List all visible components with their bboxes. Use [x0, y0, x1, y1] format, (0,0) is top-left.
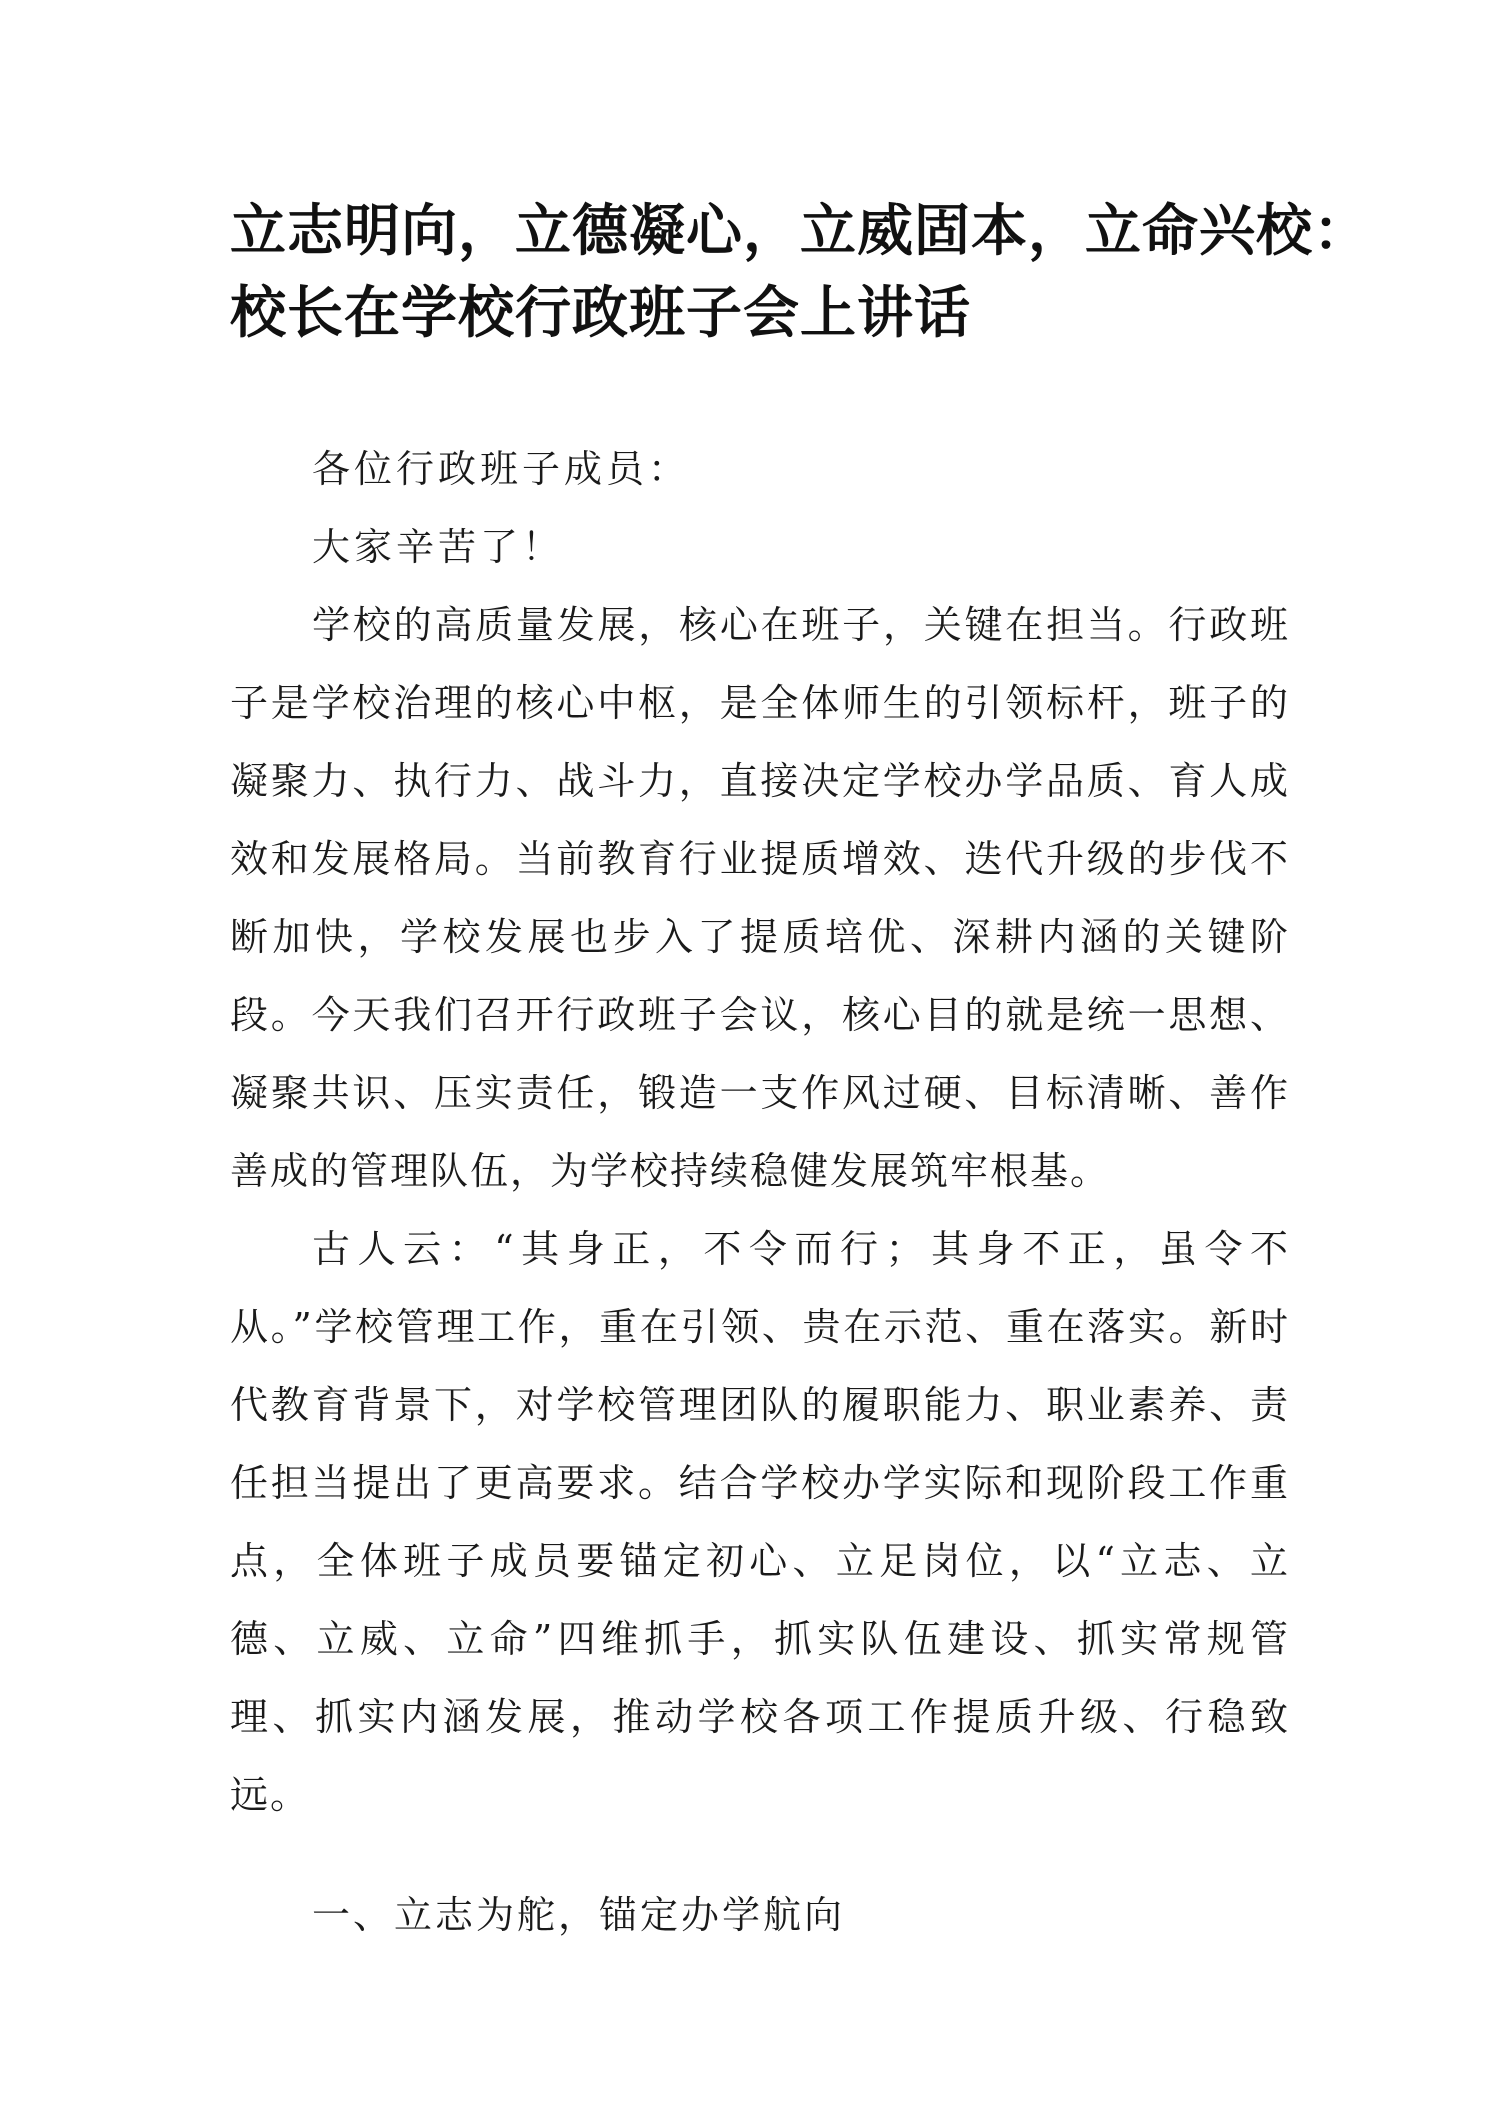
greeting: 大家辛苦了！	[312, 525, 565, 569]
paragraph-quote: 古人云：“其身正，不令而行；其身不正，虽令不从。”学校管理工作，重在引领、贵在示范、重在落实。新时代教育背景下，对学校管理团队的履职能力、职业素养、责任担当提出了更高要求。结合学校办学实际和现阶段工作重点，全体班子成员要锚定初心、立足岗位，以“立志、立德、立威、立命”四维抓手，抓实队伍建设、抓实常规管理、抓实内涵发展，推动学校各项工作提质升级、行稳致远。	[230, 1227, 1290, 1817]
document-title	[230, 190, 1370, 354]
document-body	[230, 430, 1290, 1954]
salutation: 各位行政班子成员：	[312, 447, 691, 491]
paragraph-intro: 学校的高质量发展，核心在班子，关键在担当。行政班子是学校治理的核心中枢，是全体师生的引领标杆，班子的凝聚力、执行力、战斗力，直接决定学校办学品质、育人成效和发展格局。当前教育行业提质增效、迭代升级的步伐不断加快，学校发展也步入了提质培优、深耕内涵的关键阶段。今天我们召开行政班子会议，核心目的就是统一思想、凝聚共识、压实责任，锻造一支作风过硬、目标清晰、善作善成的管理队伍，为学校持续稳健发展筑牢根基。	[230, 603, 1290, 1193]
title-line-2: 校长在学校行政班子会上讲话	[230, 280, 971, 346]
title-line-1: 立志明向，立德凝心，立威固本，立命兴校：	[230, 198, 1370, 264]
section-heading: 一、立志为舵，锚定办学航向	[312, 1893, 846, 1937]
